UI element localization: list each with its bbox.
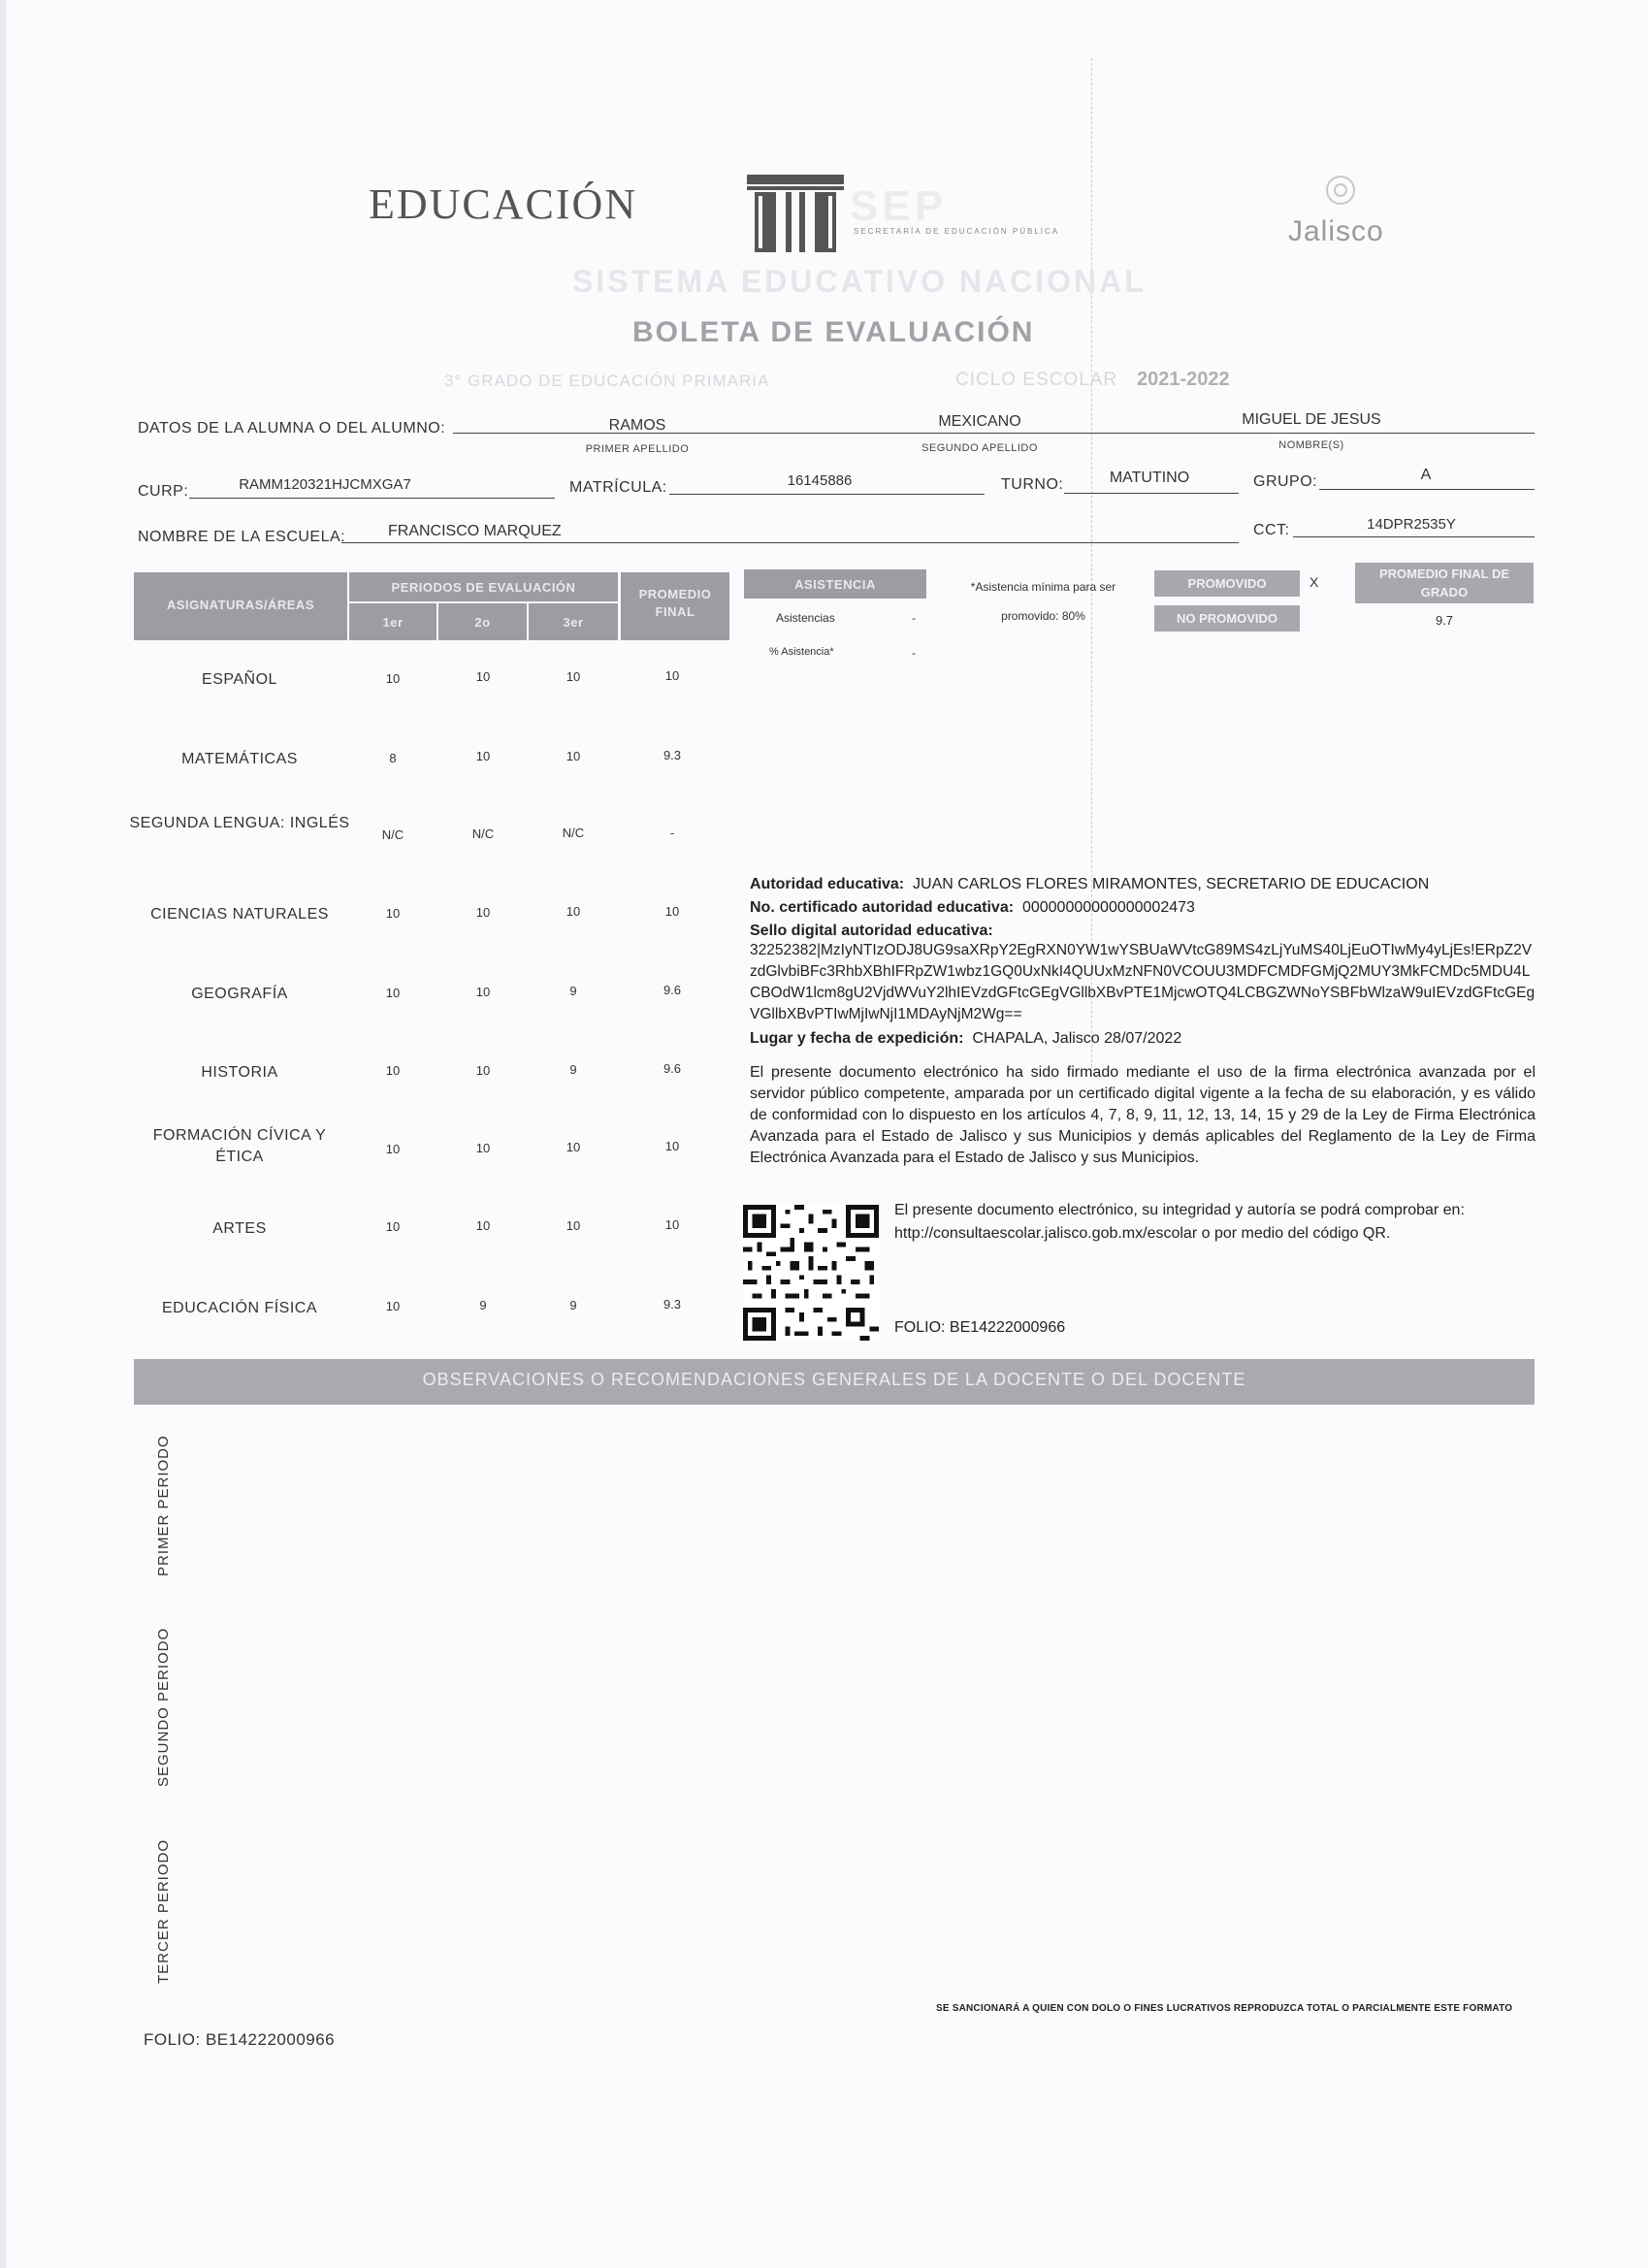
not-promoted-box: NO PROMOVIDO (1154, 605, 1300, 632)
grade-final: 9.6 (663, 983, 682, 997)
authority-label: Autoridad educativa: (750, 876, 905, 892)
grupo-value: A (1420, 467, 1432, 483)
sep-watermark: SEP (850, 182, 948, 230)
grade-p1: 10 (385, 1142, 401, 1156)
grade-p3: 10 (566, 1140, 581, 1154)
grade-p3: 10 (566, 904, 581, 919)
final-column-header: PROMEDIO FINAL (638, 587, 712, 619)
jalisco-seal-icon (1321, 173, 1360, 208)
grade-p3: 10 (566, 749, 581, 763)
scan-edge (0, 0, 6, 2268)
school-year-label: CICLO ESCOLAR (955, 370, 1118, 390)
subject-name: SEGUNDA LENGUA: INGLÉS (129, 815, 350, 831)
issue-place-value: CHAPALA, Jalisco 28/07/2022 (972, 1030, 1182, 1047)
observations-header: OBSERVACIONES O RECOMENDACIONES GENERALES DE LA DOCENTE O DEL DOCENTE (422, 1370, 1246, 1389)
grade-p3: 10 (566, 669, 581, 684)
school-name-line (341, 542, 1239, 543)
grade-final: 9.3 (663, 748, 682, 762)
final-average-header: PROMEDIO FINAL DE GRADO (1355, 563, 1534, 603)
grade-p2: 10 (475, 1141, 491, 1155)
given-names: MIGUEL DE JESUS (1242, 411, 1381, 428)
grade-p3: 9 (569, 984, 577, 998)
matricula-line (669, 494, 985, 495)
attendance-note: *Asistencia mínima para ser promovido: 80% (970, 580, 1116, 623)
grade-p2: 10 (475, 1218, 491, 1233)
seal-label-text: Sello digital autoridad educativa: (750, 923, 993, 939)
footer-folio: FOLIO: BE14222000966 (144, 2030, 336, 2049)
cct-label: CCT: (1253, 522, 1290, 538)
grade-final: 10 (664, 1217, 680, 1232)
promoted-mark: X (1310, 574, 1319, 590)
grade-p1: 10 (385, 1219, 401, 1234)
grade-p2: 10 (475, 749, 491, 763)
cct-line (1293, 536, 1535, 537)
grade-p2: 9 (479, 1298, 487, 1312)
p3-column-header: 3er (563, 615, 584, 630)
second-surname-caption: SEGUNDO APELLIDO (922, 442, 1038, 454)
grade-final: 10 (664, 904, 680, 919)
seal-label (750, 921, 993, 942)
subject-name: FORMACIÓN CÍVICA Y ÉTICA (152, 1127, 327, 1165)
qr-code-icon (743, 1205, 879, 1341)
turno-value: MATUTINO (1109, 470, 1190, 486)
given-names-caption: NOMBRE(S) (1278, 439, 1344, 451)
subject-name: EDUCACIÓN FÍSICA (161, 1300, 317, 1316)
reproduction-warning: SE SANCIONARÁ A QUIEN CON DOLO O FINES LUCRATIVOS REPRODUZCA TOTAL O PARCIALMENTE ESTE FORMATO (936, 2003, 1513, 2014)
grade-p1: 10 (385, 1299, 401, 1313)
legal-notice: El presente documento electrónico ha sido firmado mediante el uso de la firma electrónica avanzada por el servidor público competente, amparada por un certificado digital vigente a la fecha de su elaboración, y es válido de conformidad con lo dispuesto en los artículos 4, 7, 8, 9, 11, 12, 13, 14, 15 y 29 de la Ley de Firma Electrónica Avanzada para el Estado de Jalisco y sus Municipios y demás aplicables del Reglamento de la Ley de Firma Electrónica Avanzada para el Estado de Jalisco y sus Municipios. (750, 1064, 1536, 1166)
grade-p3: N/C (562, 826, 585, 840)
sistema-title: SISTEMA EDUCATIVO NACIONAL (572, 264, 1147, 299)
grade-final: - (669, 826, 675, 840)
second-period-label: SEGUNDO PERIODO (155, 1627, 172, 1787)
matricula-value: 16145886 (787, 472, 853, 489)
grade-final: 9.3 (663, 1297, 682, 1312)
grade-p1: 10 (385, 986, 401, 1000)
educacion-logo-text: EDUCACIÓN (369, 180, 638, 228)
grade-p3: 9 (569, 1298, 577, 1312)
document-title: BOLETA DE EVALUACIÓN (632, 316, 1035, 348)
authority-value: JUAN CARLOS FLORES MIRAMONTES, SECRETARIO DE EDUCACION (913, 876, 1430, 892)
grade-p2: 10 (475, 985, 491, 999)
matricula-label: MATRÍCULA: (569, 479, 667, 496)
promoted-box: PROMOVIDO (1154, 570, 1300, 597)
grade-final: 10 (664, 1139, 680, 1153)
final-average-value: 9.7 (1435, 613, 1454, 628)
p2-column-header: 2o (474, 615, 491, 630)
first-surname: RAMOS (608, 417, 666, 434)
grade-level: 3° GRADO DE EDUCACIÓN PRIMARIA (444, 372, 770, 390)
school-name-label: NOMBRE DE LA ESCUELA: (138, 529, 346, 545)
authority-line (750, 874, 1429, 895)
folio-number: FOLIO: BE14222000966 (894, 1319, 1066, 1336)
grade-p1: 8 (389, 751, 397, 765)
curp-value: RAMM120321HJCMXGA7 (239, 476, 411, 493)
grade-p3: 9 (569, 1062, 577, 1077)
student-data-label: DATOS DE LA ALUMNA O DEL ALUMNO: (138, 420, 446, 437)
grupo-label: GRUPO: (1253, 473, 1318, 490)
attendance-count-value: - (912, 611, 916, 625)
certificate-label: No. certificado autoridad educativa: (750, 899, 1015, 916)
cct-value: 14DPR2535Y (1367, 516, 1456, 533)
curp-line (189, 498, 555, 499)
p1-column-header: 1er (382, 615, 404, 630)
sep-logo-icon (747, 175, 844, 252)
subject-name: ESPAÑOL (202, 671, 277, 688)
grupo-line (1319, 489, 1535, 490)
subject-column-header: ASIGNATURAS/ÁREAS (167, 598, 314, 612)
issue-place-label: Lugar y fecha de expedición: (750, 1030, 964, 1047)
digital-seal-value: 32252382|MzIyNTIzODJ8UG9saXRpY2EgRXN0YW1wYSBUaWVtcG89MS4zLjYuMS40LjEuOTIwMy4yLjEs!ERpZ2VzdGlvbiBFc3RhbXBhIFRpZW1wbz1GQ0UxNkI4QUUxMzNFN0VCOUU3MDFCMDFGMjQ2MUY3MkFCMDc5MDU4LCBOdW1lcm8gU2VjdWVuY2lhIEVzdGFtcGEgVGllbXBvPTE1MjcwOTQ4LCBGZWNoYSBFbWlzaW9uIEVzdGFtcGEgVGllbXBvPTIwMjIwNjI1MDAyNjM2Wg== (750, 942, 1536, 1022)
grade-p2: N/C (471, 826, 495, 841)
subject-name: ARTES (212, 1220, 267, 1237)
attendance-percent-label: % Asistencia* (769, 646, 834, 658)
verification-note: El presente documento electrónico, su integridad y autoría se podrá comprobar en: http://consultaescolar.jalisco.gob.mx/escolar o por medio del código QR. (894, 1202, 1465, 1242)
grade-p1: N/C (381, 827, 404, 842)
subject-name: CIENCIAS NATURALES (150, 906, 329, 923)
certificate-value: 00000000000000002473 (1021, 899, 1195, 916)
attendance-header: ASISTENCIA (794, 577, 876, 592)
attendance-count-label: Asistencias (776, 611, 835, 625)
grade-final: 9.6 (663, 1061, 682, 1076)
grade-p2: 10 (475, 1063, 491, 1078)
first-surname-caption: PRIMER APELLIDO (585, 443, 690, 455)
school-year-value: 2021-2022 (1137, 369, 1230, 390)
third-period-label: TERCER PERIODO (155, 1838, 172, 1984)
first-period-label: PRIMER PERIODO (155, 1435, 172, 1576)
subject-name: MATEMÁTICAS (181, 751, 298, 767)
grade-final: 10 (664, 668, 680, 683)
turno-label: TURNO: (1001, 476, 1064, 493)
attendance-percent-value: - (912, 646, 916, 660)
subject-name: HISTORIA (201, 1064, 278, 1081)
grade-p1: 10 (385, 1063, 401, 1078)
periods-column-header: PERIODOS DE EVALUACIÓN (391, 580, 576, 595)
jalisco-logo-text: Jalisco (1288, 215, 1384, 247)
second-surname: MEXICANO (938, 413, 1021, 430)
grade-p1: 10 (385, 906, 401, 921)
grade-p3: 10 (566, 1218, 581, 1233)
sep-caption: SECRETARÍA DE EDUCACIÓN PÚBLICA (854, 227, 1060, 236)
grade-p1: 10 (385, 671, 401, 686)
issue-place-line (750, 1028, 1181, 1050)
grade-p2: 10 (475, 905, 491, 920)
certificate-line (750, 897, 1195, 919)
grade-p2: 10 (475, 669, 491, 684)
curp-label: CURP: (138, 483, 189, 500)
subject-name: GEOGRAFÍA (191, 986, 288, 1002)
turno-line (1064, 493, 1239, 494)
